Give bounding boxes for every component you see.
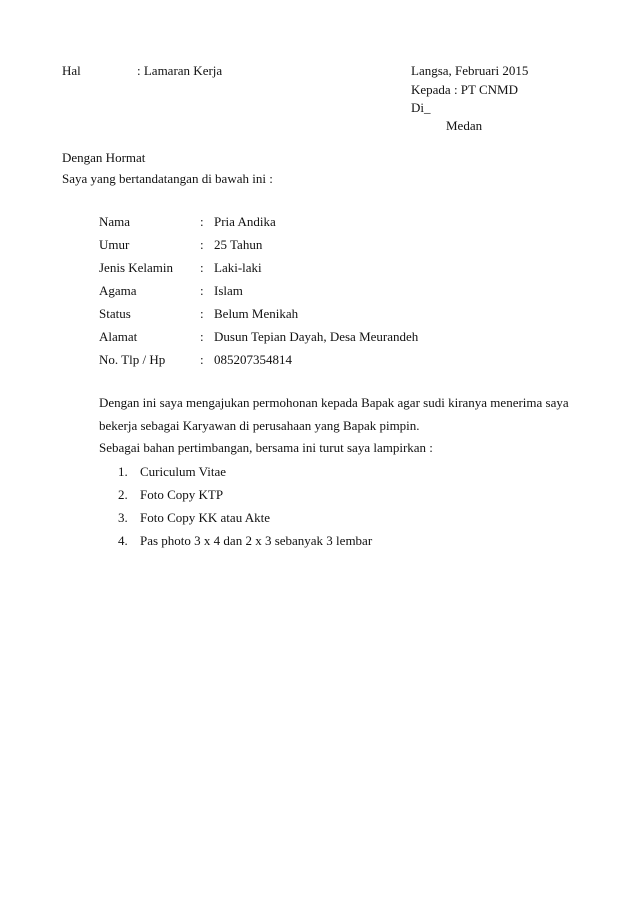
field-label: No. Tlp / Hp: [99, 352, 166, 367]
recipient-city: Medan: [446, 118, 483, 133]
field-separator: :: [200, 237, 204, 252]
field-label: Nama: [99, 214, 131, 229]
field-label: Status: [99, 306, 131, 321]
field-separator: :: [200, 329, 204, 344]
field-value: Belum Menikah: [214, 306, 299, 321]
list-item: [118, 487, 223, 503]
list-item: [118, 510, 270, 526]
list-text: Curiculum Vitae: [140, 464, 226, 479]
field-label: Umur: [99, 237, 130, 252]
hal-value: : Lamaran Kerja: [137, 63, 223, 78]
field-separator: :: [200, 306, 204, 321]
list-number: 1.: [118, 464, 128, 479]
list-text: Foto Copy KK atau Akte: [140, 510, 270, 525]
list-text: Foto Copy KTP: [140, 487, 224, 502]
body-line-1: Dengan ini saya mengajukan permohonan kepada Bapak agar sudi kiranya menerima saya: [99, 395, 569, 410]
field-value: 25 Tahun: [214, 237, 263, 252]
field-value: Laki-laki: [214, 260, 262, 275]
hal-label: Hal: [62, 63, 81, 78]
field-label: Jenis Kelamin: [99, 260, 174, 275]
list-number: 3.: [118, 510, 128, 525]
recipient-di: Di_: [411, 100, 431, 115]
body-line-2: bekerja sebagai Karyawan di perusahaan yang Bapak pimpin.: [99, 418, 420, 433]
list-number: 2.: [118, 487, 128, 502]
place-date: Langsa, Februari 2015: [411, 63, 529, 78]
field-value: Dusun Tepian Dayah, Desa Meurandeh: [214, 329, 419, 344]
field-separator: :: [200, 214, 204, 229]
list-item: [118, 464, 226, 480]
recipient: Kepada : PT CNMD: [411, 82, 519, 97]
field-separator: :: [200, 260, 204, 275]
greeting: Dengan Hormat: [62, 150, 146, 165]
intro-text: Saya yang bertandatangan di bawah ini :: [62, 171, 273, 186]
list-item: [118, 533, 372, 549]
field-value: 085207354814: [214, 352, 292, 367]
field-label: Alamat: [99, 329, 138, 344]
field-value: Islam: [214, 283, 243, 298]
list-text: Pas photo 3 x 4 dan 2 x 3 sebanyak 3 lembar: [140, 533, 373, 548]
field-label: Agama: [99, 283, 137, 298]
list-number: 4.: [118, 533, 128, 548]
body-line-3: Sebagai bahan pertimbangan, bersama ini turut saya lampirkan :: [99, 440, 433, 455]
field-separator: :: [200, 352, 204, 367]
field-separator: :: [200, 283, 204, 298]
field-value: Pria Andika: [214, 214, 276, 229]
